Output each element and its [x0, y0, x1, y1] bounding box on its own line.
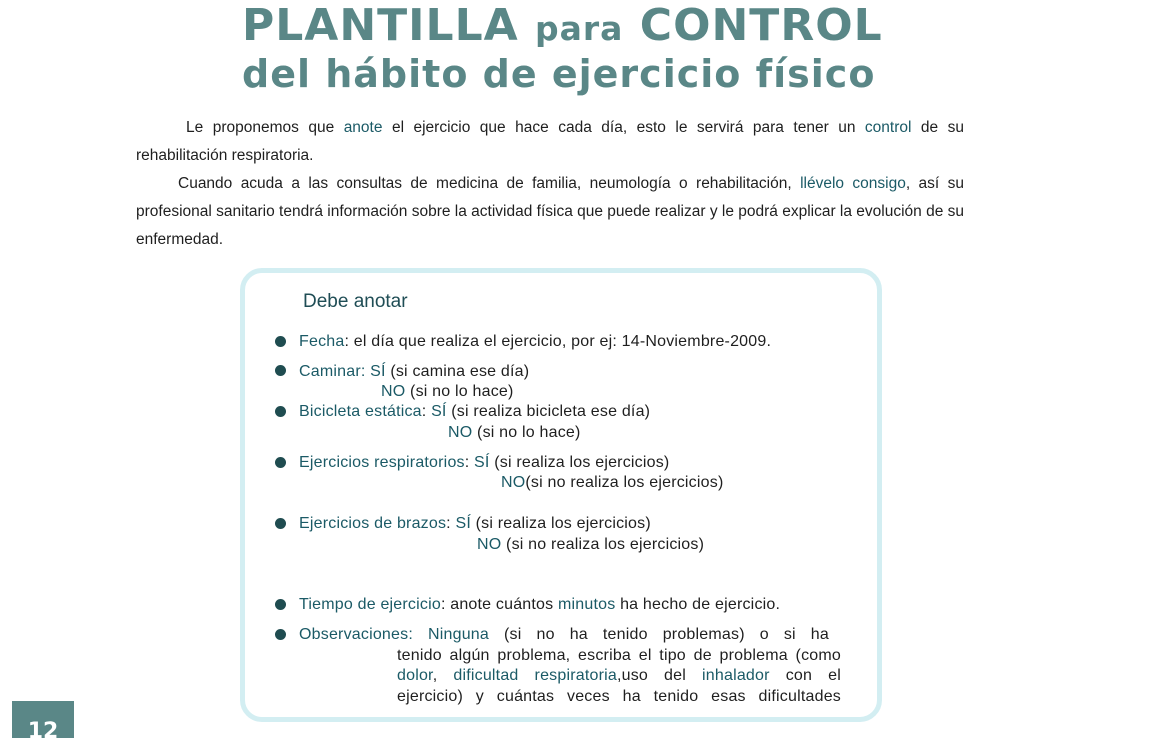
highlight-text: NO — [501, 474, 526, 491]
text-run: (si no realiza los ejercicios) — [525, 474, 724, 491]
box-heading: Debe anotar — [303, 291, 408, 312]
text-run: : — [464, 454, 475, 471]
text-run: (si no realiza los ejercicios) — [501, 536, 705, 553]
instructions-box — [240, 268, 882, 722]
text-run: (si camina ese día) — [385, 363, 530, 380]
bullet-brazos — [275, 518, 286, 529]
text-run: (si realiza los ejercicios) — [471, 515, 651, 532]
intro-paragraph-2 — [136, 170, 964, 254]
text-run: , así su profesional sanitario tendrá información sobre la actividad física que puede realizar y le podrá explicar la evolución de su enfermedad. — [136, 175, 965, 248]
highlight-text: Observaciones: — [299, 626, 428, 643]
highlight-text: inhalador — [702, 667, 770, 684]
highlight-text: dificultad respiratoria — [453, 667, 617, 684]
line-bicicleta-si — [299, 403, 650, 421]
title-word-plantilla: PLANTILLA — [242, 0, 519, 51]
text-run: con el — [769, 667, 841, 684]
line-observaciones-2 — [397, 647, 841, 665]
text-run: Cuando acuda a las consultas de medicina de familia, neumología o rehabilitación, — [178, 175, 801, 192]
text-run: (si no lo hace) — [472, 424, 581, 441]
highlight-text: anote — [343, 119, 383, 136]
bullet-observaciones — [275, 629, 286, 640]
line-brazos-no — [477, 536, 704, 554]
intro-text — [136, 114, 964, 254]
highlight-text: llévelo consigo — [800, 175, 906, 192]
highlight-text: control — [864, 119, 912, 136]
highlight-text: NO — [477, 536, 502, 553]
line-bicicleta-no — [448, 424, 581, 442]
bullet-respiratorios — [275, 457, 286, 468]
text-run: (si realiza los ejercicios) — [489, 454, 670, 471]
bullet-fecha — [275, 336, 286, 347]
text-run: : el día que realiza el ejercicio, por ej: 14-Noviembre-2009. — [344, 333, 772, 350]
highlight-text: dolor — [397, 667, 433, 684]
highlight-text: Bicicleta estática — [299, 403, 422, 420]
text-run: (si realiza bicicleta ese día) — [446, 403, 651, 420]
text-run: Le proponemos que — [186, 119, 344, 136]
highlight-text: SÍ — [431, 403, 447, 420]
line-respiratorios-si — [299, 454, 669, 472]
highlight-text: Caminar: — [299, 363, 371, 380]
text-run: el ejercicio que hace cada día, esto le servirá para tener un — [382, 119, 865, 136]
highlight-text: Tiempo de ejercicio — [299, 596, 441, 613]
bullet-bicicleta — [275, 406, 286, 417]
page-subtitle: del hábito de ejercicio físico — [242, 52, 876, 96]
page-number-tab — [12, 701, 74, 744]
text-run: : — [446, 515, 456, 532]
line-brazos-si — [299, 515, 651, 533]
title-word-control: CONTROL — [639, 0, 883, 51]
line-tiempo — [299, 596, 780, 614]
text-run: , — [432, 667, 454, 684]
bullet-caminar — [275, 365, 286, 376]
highlight-text: minutos — [558, 596, 616, 613]
highlight-text: Ninguna — [427, 626, 489, 643]
line-fecha — [299, 333, 771, 351]
title-word-para: para — [535, 9, 624, 48]
text-run: (si no ha tenido problemas) o si ha — [489, 626, 830, 643]
highlight-text: Ejercicios respiratorios — [299, 454, 465, 471]
line-observaciones-1 — [299, 626, 829, 644]
text-run: : anote cuántos — [440, 596, 558, 613]
text-run: tenido algún problema, escriba el tipo de problema (como — [397, 647, 841, 664]
highlight-text: Ejercicios de brazos — [299, 515, 447, 532]
page-number: 12 — [27, 719, 59, 744]
line-observaciones-3 — [397, 667, 841, 685]
bullet-tiempo — [275, 599, 286, 610]
line-caminar-no — [381, 383, 514, 401]
line-observaciones-4 — [397, 688, 841, 706]
line-caminar-si — [299, 363, 529, 381]
highlight-text: SÍ — [455, 515, 471, 532]
highlight-text: SÍ — [370, 363, 386, 380]
line-respiratorios-no — [501, 474, 723, 492]
text-run: ejercicio) y cuántas veces ha tenido esas dificultades — [397, 688, 841, 705]
highlight-text: SÍ — [474, 454, 490, 471]
text-run: de su rehabilitación respiratoria. — [136, 119, 964, 164]
text-run: (si no lo hace) — [405, 383, 514, 400]
text-run: ha hecho de ejercicio. — [615, 596, 781, 613]
highlight-text: NO — [381, 383, 406, 400]
highlight-text: Fecha — [299, 333, 345, 350]
intro-paragraph-1 — [136, 114, 964, 170]
highlight-text: NO — [448, 424, 473, 441]
text-run: : — [421, 403, 432, 420]
page-title — [242, 0, 883, 51]
text-run: ,uso del — [616, 667, 703, 684]
